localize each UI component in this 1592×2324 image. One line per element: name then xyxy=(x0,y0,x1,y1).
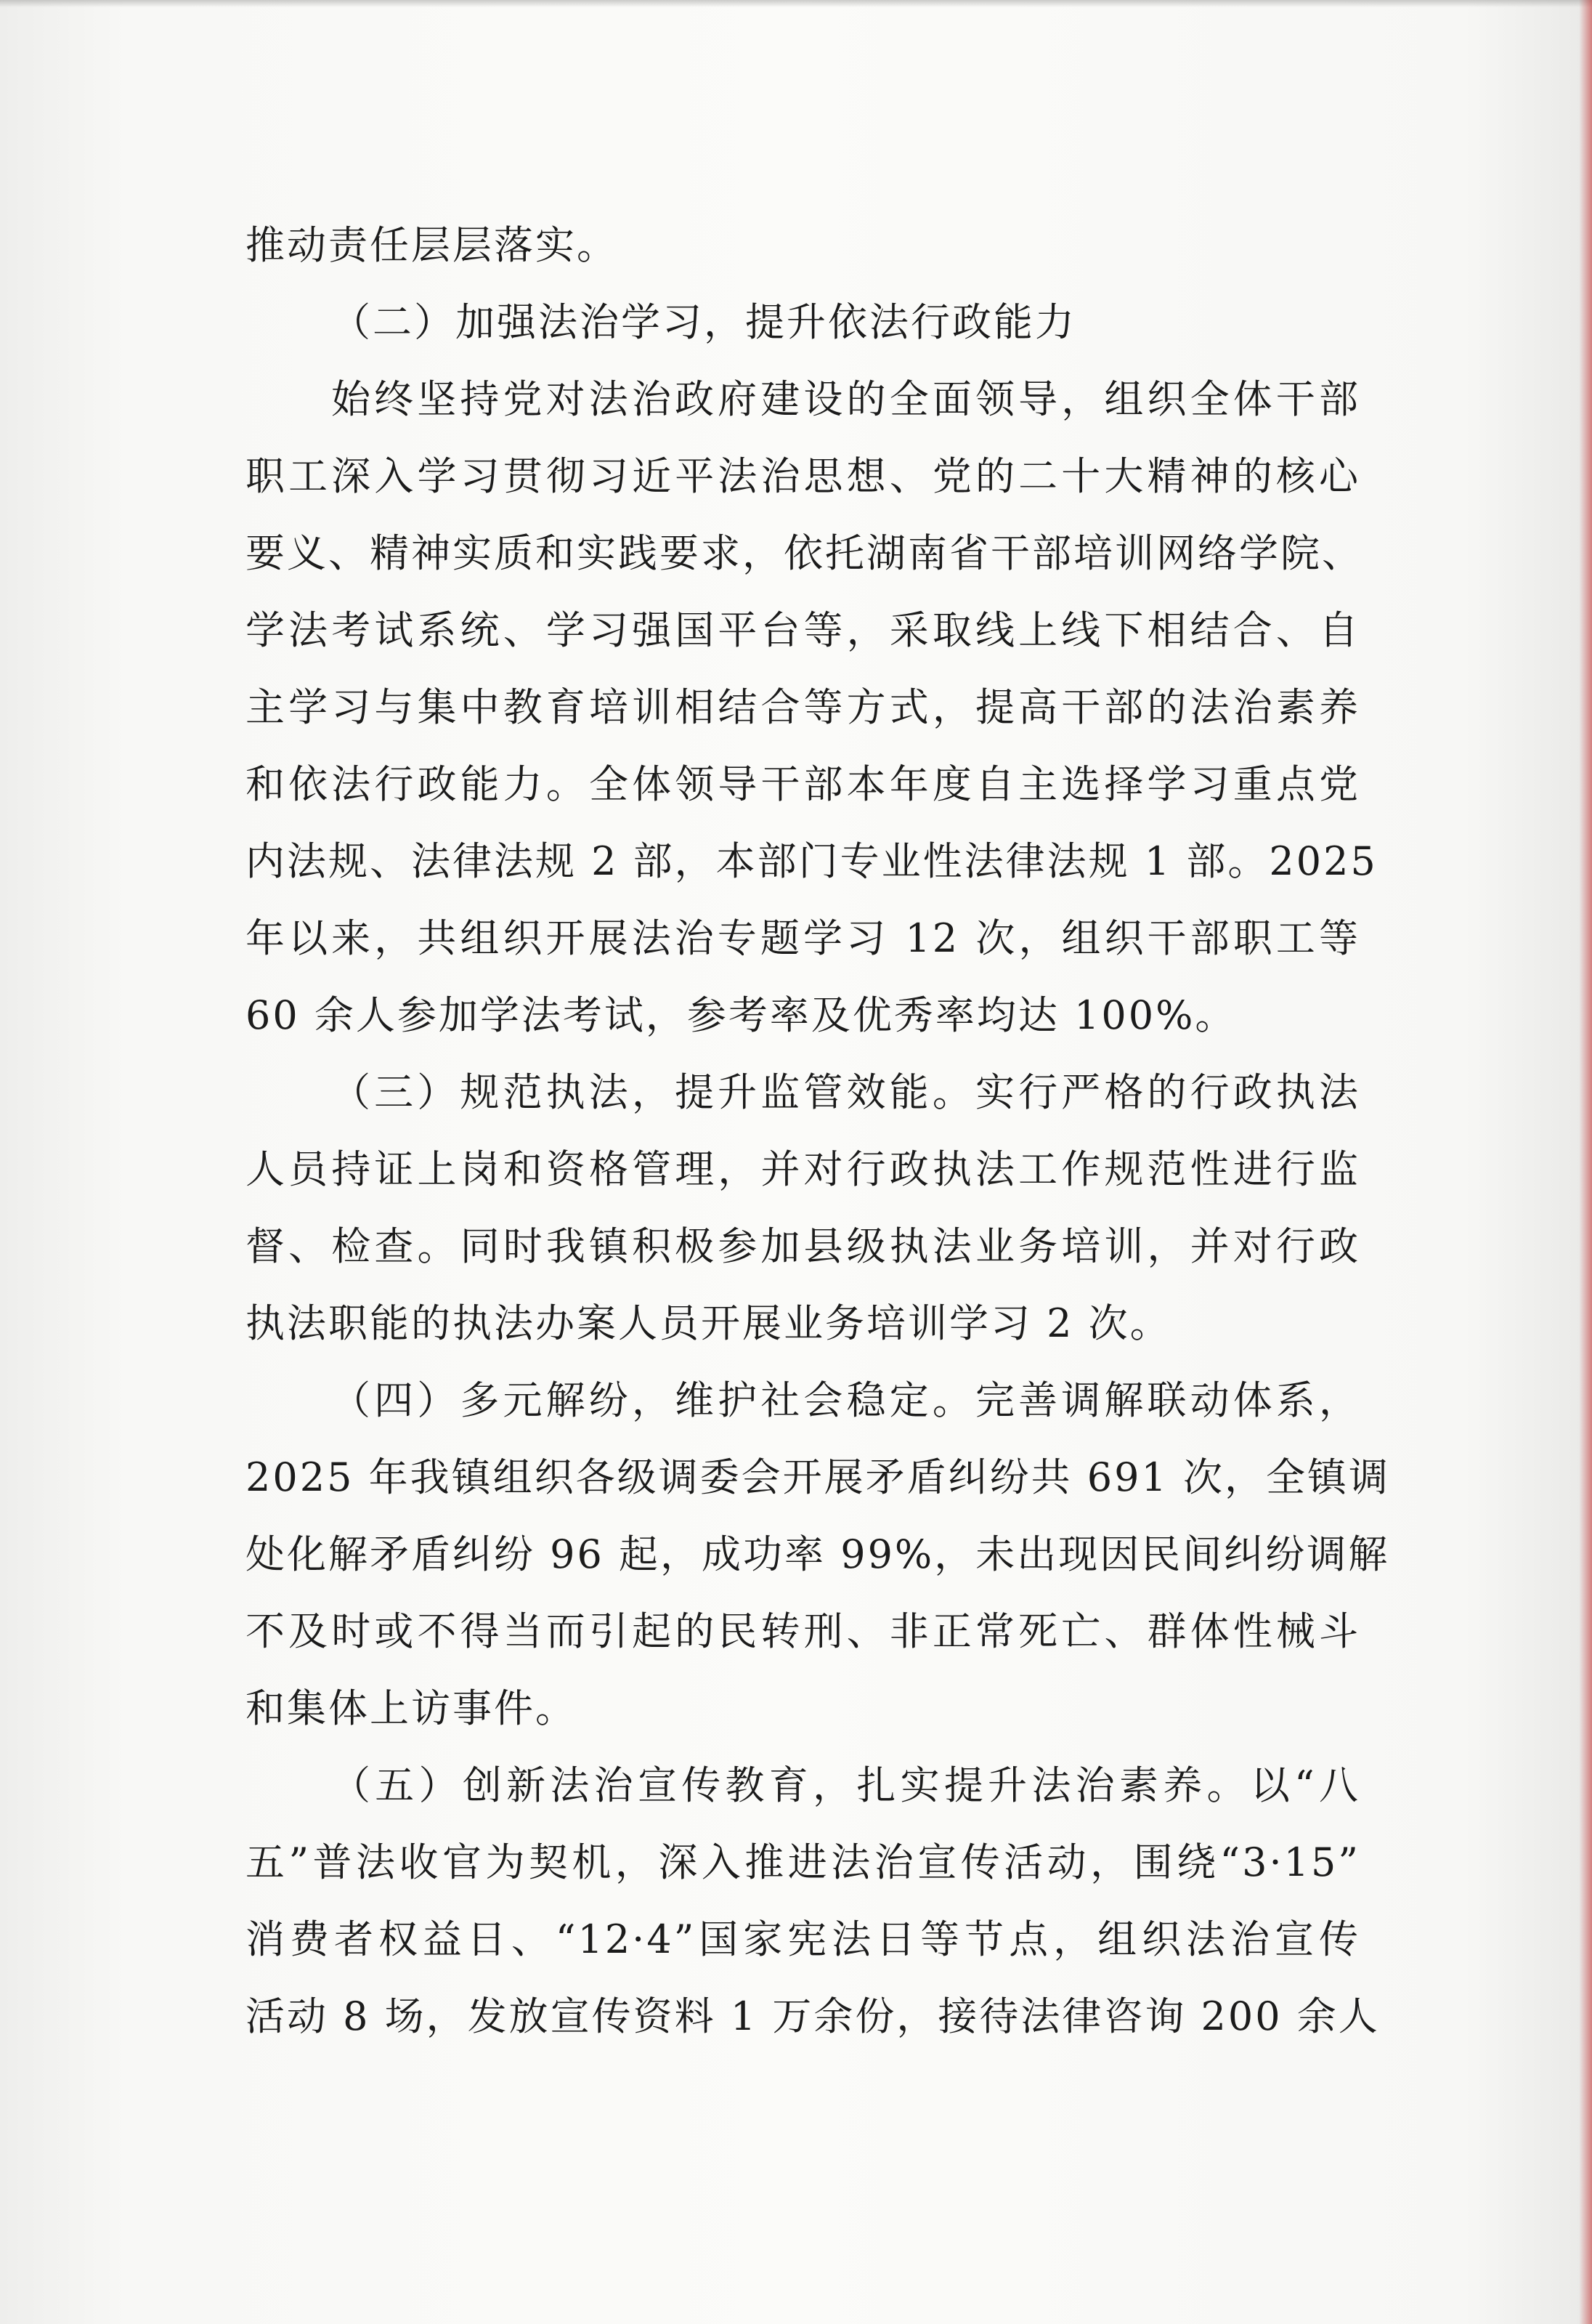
text-line-23: 消费者权益日、“12·4”国家宪法日等节点，组织法治宣传 xyxy=(245,1916,1360,1962)
text-line-10: 年以来，共组织开展法治专题学习 12 次，组织干部职工等 xyxy=(245,915,1360,961)
section-heading-3: （三）规范执法，提升监管效能。实行严格的行政执法 xyxy=(331,1069,1360,1115)
text-line-1: 推动责任层层落实。 xyxy=(245,222,618,268)
text-line-13: 人员持证上岗和资格管理，并对行政执法工作规范性进行监 xyxy=(245,1146,1360,1192)
text-line-5: 要义、精神实质和实践要求，依托湖南省干部培训网络学院、 xyxy=(245,530,1363,576)
text-line-22: 五”普法收官为契机，深入推进法治宣传活动，围绕“3·15” xyxy=(245,1839,1360,1885)
text-line-9: 内法规、法律法规 2 部，本部门专业性法律法规 1 部。2025 xyxy=(245,838,1378,884)
text-line-24: 活动 8 场，发放宣传资料 1 万余份，接待法律咨询 200 余人 xyxy=(245,1993,1380,2039)
section-heading-5: （五）创新法治宣传教育，扎实提升法治素养。以“八 xyxy=(331,1762,1360,1808)
section-heading-2: （二）加强法治学习，提升依法行政能力 xyxy=(331,299,1076,345)
page-right-edge xyxy=(1579,0,1592,2324)
page-top-shadow xyxy=(0,0,1592,7)
text-line-4: 职工深入学习贯彻习近平法治思想、党的二十大精神的核心 xyxy=(245,453,1360,499)
text-line-17: 2025 年我镇组织各级调委会开展矛盾纠纷共 691 次，全镇调 xyxy=(245,1454,1390,1500)
text-line-7: 主学习与集中教育培训相结合等方式，提高干部的法治素养 xyxy=(245,684,1360,730)
text-line-8: 和依法行政能力。全体领导干部本年度自主选择学习重点党 xyxy=(245,761,1360,807)
text-line-14: 督、检查。同时我镇积极参加县级执法业务培训，并对行政 xyxy=(245,1223,1360,1269)
text-line-11: 60 余人参加学法考试，参考率及优秀率均达 100%。 xyxy=(245,992,1237,1038)
text-line-19: 不及时或不得当而引起的民转刑、非正常死亡、群体性械斗 xyxy=(245,1608,1360,1654)
text-line-15: 执法职能的执法办案人员开展业务培训学习 2 次。 xyxy=(245,1300,1171,1346)
text-line-18: 处化解矛盾纠纷 96 起，成功率 99%，未出现因民间纠纷调解 xyxy=(245,1531,1390,1577)
section-heading-4: （四）多元解纷，维护社会稳定。完善调解联动体系， xyxy=(331,1377,1360,1423)
text-line-20: 和集体上访事件。 xyxy=(245,1685,577,1731)
text-line-3: 始终坚持党对法治政府建设的全面领导，组织全体干部 xyxy=(331,376,1360,422)
document-body xyxy=(245,207,1390,2055)
text-line-6: 学法考试系统、学习强国平台等，采取线上线下相结合、自 xyxy=(245,607,1360,653)
